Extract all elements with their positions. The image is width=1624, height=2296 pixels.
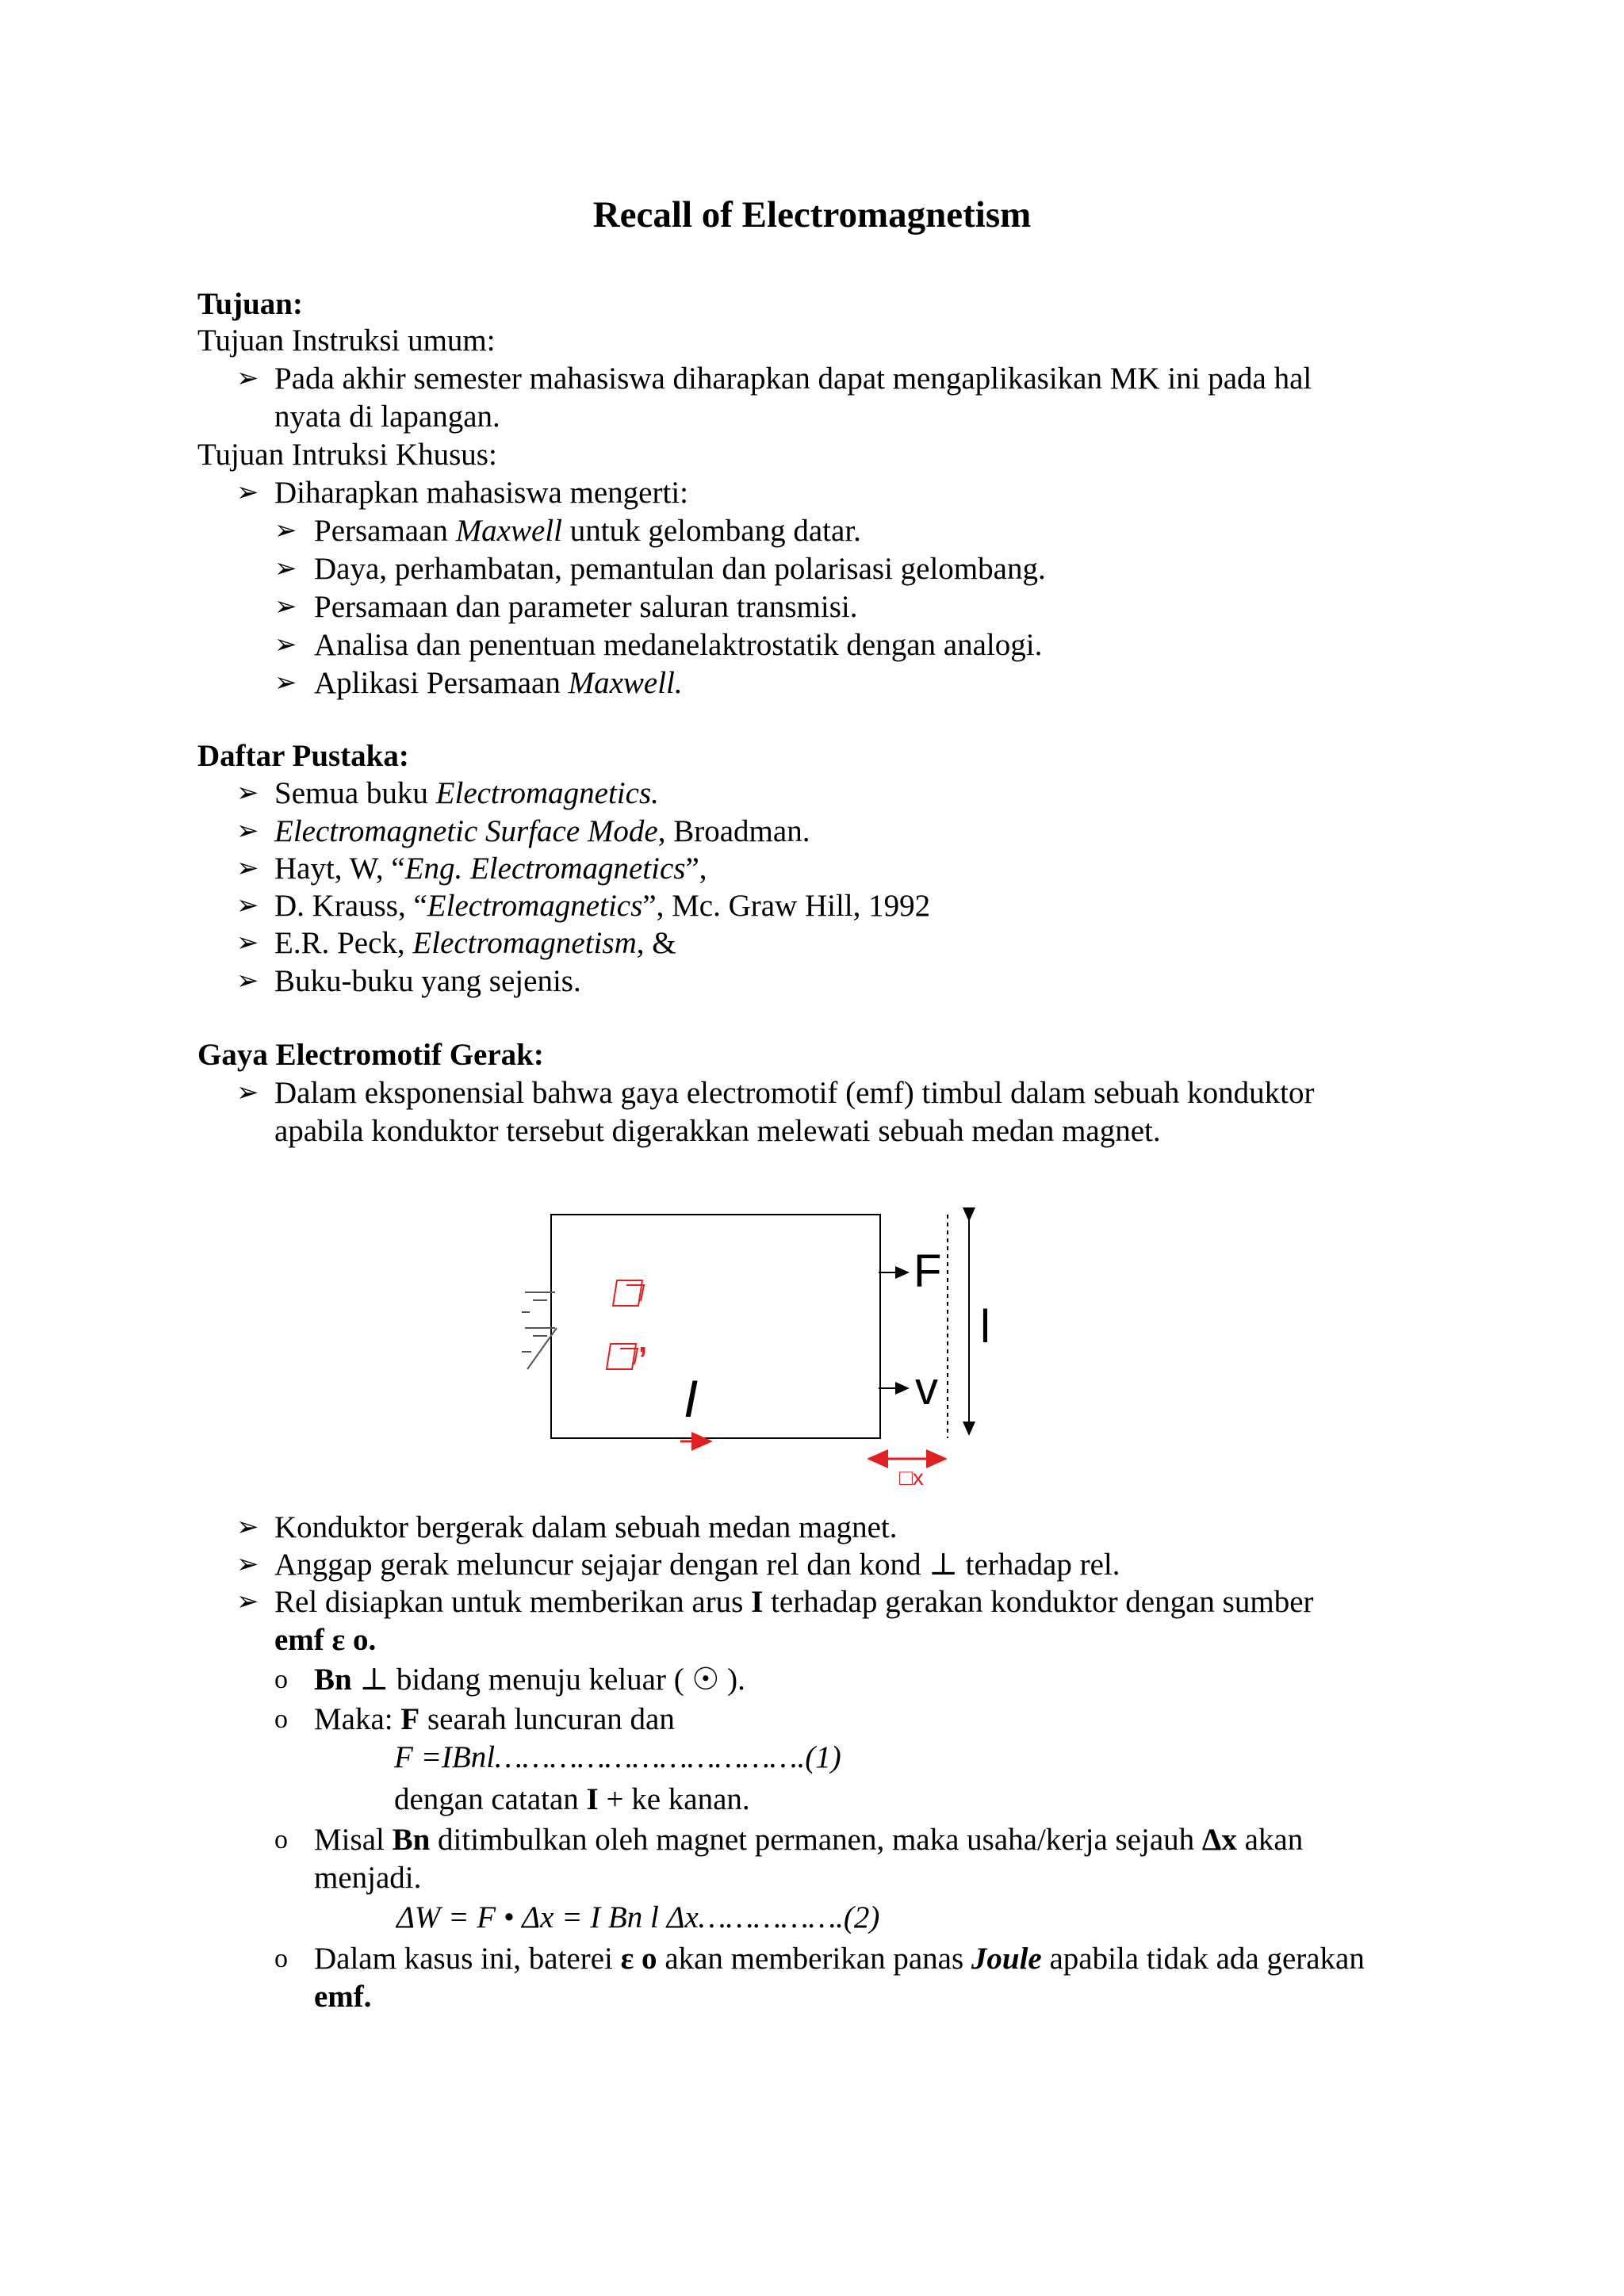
pustaka-item-3: Hayt, W, “Eng. Electromagnetics”, [274,851,707,886]
after-sub-item-2: Maka: F searah luncuran dan [314,1702,675,1736]
equation-2: ΔW = F • Δx = I Bn l Δx…………….(2) [396,1900,880,1934]
label-v: v [915,1363,938,1414]
after-sub-item-3: Misal Bn ditimbulkan oleh magnet permanen, maka usaha/kerja sejauh Δx akan [314,1823,1304,1857]
label-dx: □x [899,1465,924,1490]
bullet-arrow-icon: ➢ [236,1587,259,1617]
bullet-arrow-icon: ➢ [274,630,297,660]
bullet-arrow-icon: ➢ [236,1513,259,1542]
bullet-arrow-icon: ➢ [274,554,297,584]
bullet-arrow-icon: ➢ [236,966,259,996]
bullet-arrow-icon: ➢ [236,928,259,958]
after-sub-item-3-cont: menjadi. [314,1861,422,1895]
tujuan-sub-item-1: Persamaan Maxwell untuk gelombang datar. [314,514,861,548]
pustaka-item-4: D. Krauss, “Electromagnetics”, Mc. Graw Hill, 1992 [274,889,931,923]
bullet-circle-icon: o [274,1944,288,1973]
after-sub-item-4: Dalam kasus ini, baterei ε o akan memberikan panas Joule apabila tidak ada gerakan [314,1942,1365,1976]
bullet-arrow-icon: ➢ [236,1078,259,1108]
bullet-circle-icon: o [274,1705,288,1734]
bullet-arrow-icon: ➢ [236,779,259,808]
after-item-3-cont: emf ε o. [274,1623,377,1657]
bullet-arrow-icon: ➢ [274,516,297,545]
bullet-arrow-icon: ➢ [274,668,297,698]
equation-1-note: dengan catatan I + ke kanan. [394,1782,750,1816]
after-sub-item-4-cont: emf. [314,1980,372,2014]
tujuan-sub-item-3: Persamaan dan parameter saluran transmisi. [314,590,858,624]
tujuan-umum-item: Pada akhir semester mahasiswa diharapkan dapat mengaplikasikan MK ini pada hal [274,362,1312,396]
tujuan-khusus-label: Tujuan Intruksi Khusus: [197,438,497,472]
tujuan-khusus-item: Diharapkan mahasiswa mengerti: [274,476,688,510]
bullet-arrow-icon: ➢ [274,592,297,622]
bullet-arrow-icon: ➢ [236,817,259,846]
tujuan-sub-item-5: Aplikasi Persamaan Maxwell. [314,666,683,700]
pustaka-item-1: Semua buku Electromagnetics. [274,776,659,810]
rail-loop [551,1215,880,1438]
gaya-item-1-cont: apabila konduktor tersebut digerakkan melewati sebuah medan magnet. [274,1114,1161,1148]
tujuan-umum-item-cont: nyata di lapangan. [274,400,500,434]
bullet-circle-icon: o [274,1665,288,1694]
after-item-1: Konduktor bergerak dalam sebuah medan magnet. [274,1510,898,1544]
gaya-heading: Gaya Electromotif Gerak: [197,1038,544,1072]
bullet-arrow-icon: ➢ [236,478,259,507]
tujuan-sub-item-2: Daya, perhambatan, pemantulan dan polarisasi gelombang. [314,552,1046,586]
tujuan-sub-item-4: Analisa dan penentuan medanelaktrostatik dengan analogi. [314,628,1043,662]
pustaka-heading: Daftar Pustaka: [197,739,409,773]
bullet-arrow-icon: ➢ [236,1550,259,1579]
bullet-arrow-icon: ➢ [236,854,259,883]
after-item-2: Anggap gerak meluncur sejajar dengan rel dan kond ⊥ terhadap rel. [274,1548,1120,1582]
pustaka-item-2: Electromagnetic Surface Mode, Broadman. [274,814,810,848]
label-l: l [980,1301,990,1353]
gaya-item-1: Dalam eksponensial bahwa gaya electromotif (emf) timbul dalam sebuah konduktor [274,1076,1315,1110]
bullet-circle-icon: o [274,1825,288,1854]
bullet-arrow-icon: ➢ [236,891,259,920]
moving-conductor-diagram [508,1201,1015,1502]
tujuan-heading: Tujuan: [197,287,303,321]
equation-1: F =IBnl…………………………….(1) [394,1740,841,1774]
label-F: F [914,1246,942,1297]
emf-comma: , [638,1324,648,1359]
page-title: Recall of Electromagnetism [592,194,1032,235]
pustaka-item-6: Buku-buku yang sejenis. [274,964,581,998]
bullet-arrow-icon: ➢ [236,364,259,393]
label-I: I [684,1369,699,1428]
tujuan-umum-label: Tujuan Instruksi umum: [197,323,496,358]
after-sub-item-1: Bn ⊥ bidang menuju keluar ( ☉ ). [314,1663,745,1697]
after-item-3: Rel disiapkan untuk memberikan arus I terhadap gerakan konduktor dengan sumber [274,1585,1314,1619]
pustaka-item-5: E.R. Peck, Electromagnetism, & [274,926,676,960]
